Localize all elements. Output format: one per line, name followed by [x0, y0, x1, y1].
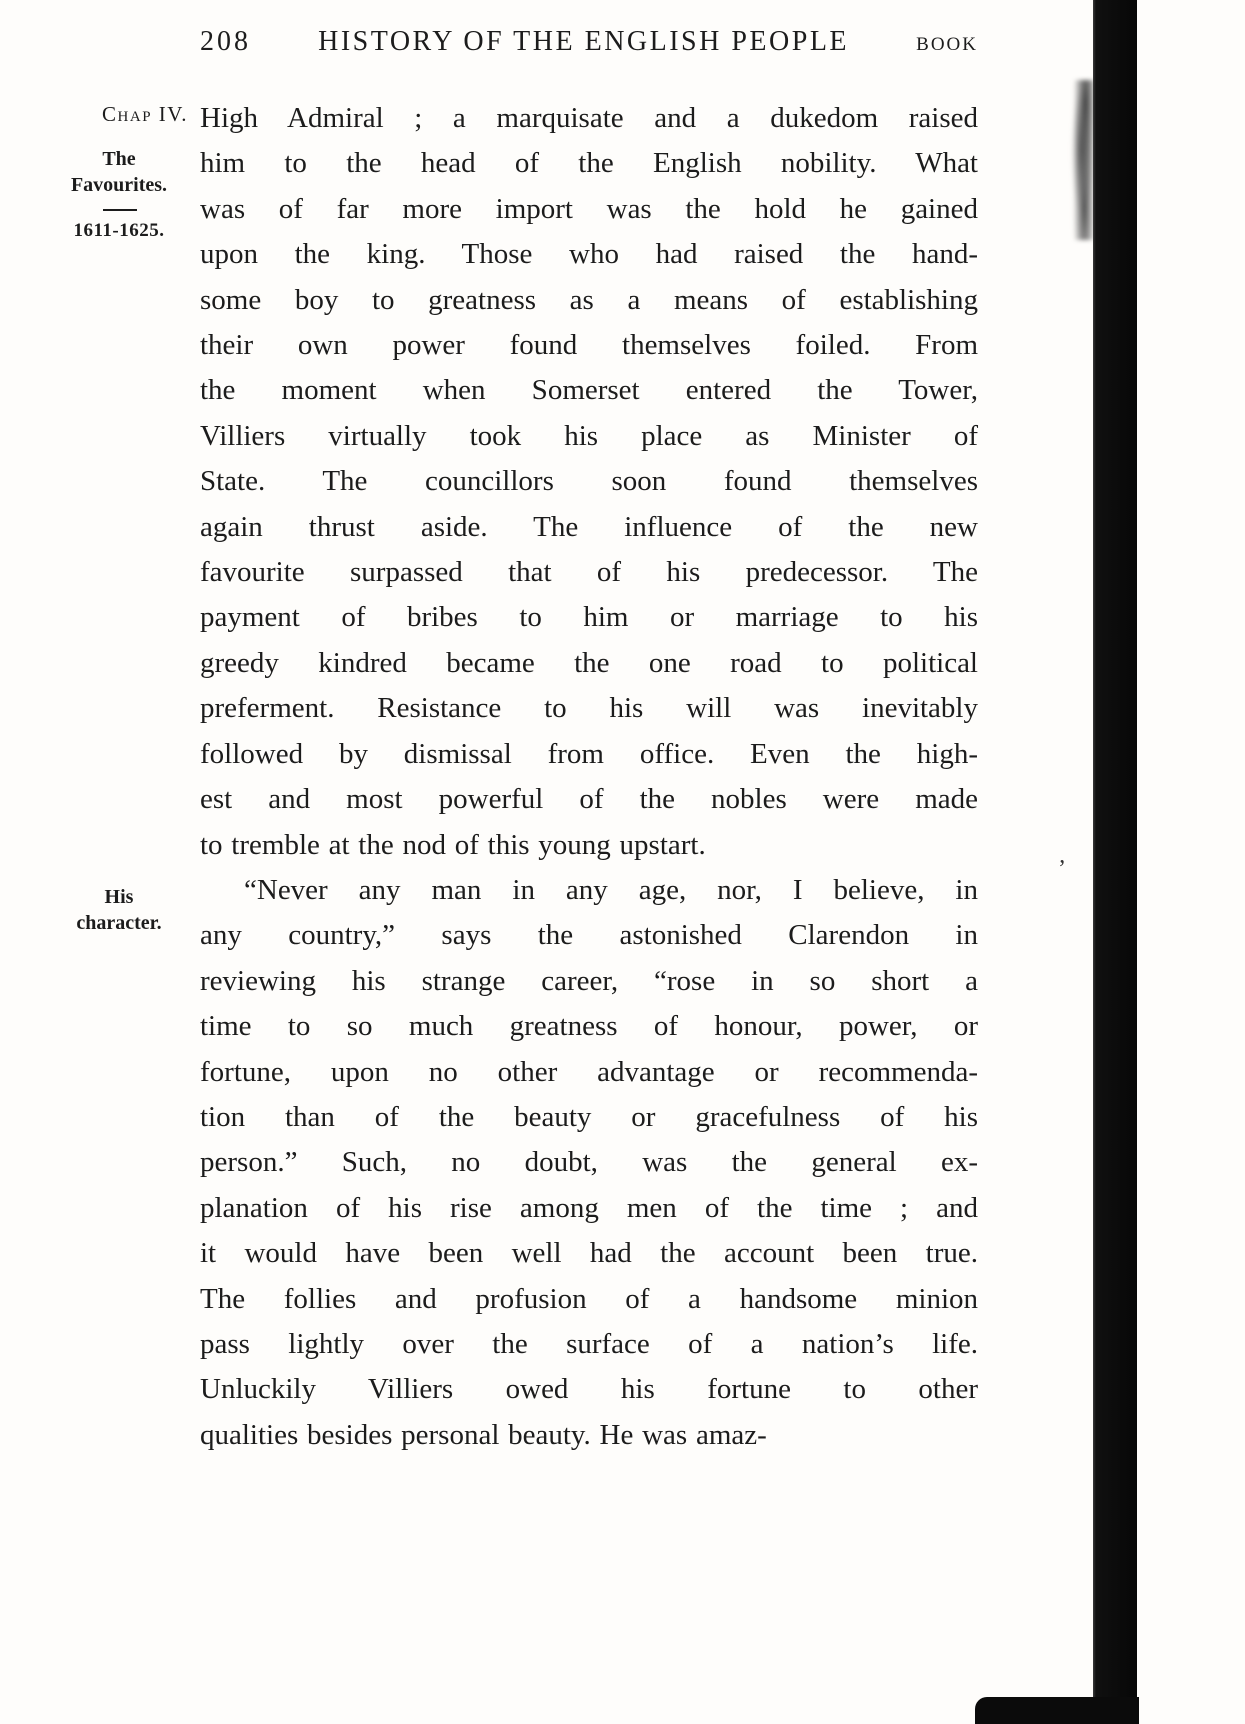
- text-line: preferment. Resistance to his will was inevitably: [200, 692, 978, 725]
- text-line: upon the king. Those who had raised the hand-: [200, 238, 978, 271]
- text-line: Villiers virtually took his place as Minister of: [200, 419, 978, 452]
- text-line: to tremble at the nod of this young upstart.: [200, 828, 706, 861]
- paragraph: [200, 868, 978, 1458]
- scan-bottom-ink-mark: [975, 1697, 1139, 1724]
- text-line: the moment when Somerset entered the Tower,: [200, 374, 978, 407]
- text-line: est and most powerful of the nobles were made: [200, 783, 978, 816]
- text-line: him to the head of the English nobility. What: [200, 147, 978, 180]
- text-line: some boy to greatness as a means of establishing: [200, 283, 978, 316]
- text-line: payment of bribes to him or marriage to his: [200, 601, 978, 634]
- text-line: High Admiral ; a marquisate and a dukedom raised: [200, 102, 978, 134]
- scan-stray-mark: ’: [1058, 856, 1066, 882]
- margin-rule-divider: [103, 209, 137, 211]
- margin-note-line: The: [102, 148, 136, 170]
- running-header: [200, 26, 978, 58]
- text-line: it would have been well had the account been true.: [200, 1237, 978, 1270]
- text-line: pass lightly over the surface of a nation’s life.: [200, 1327, 978, 1360]
- text-line: tion than of the beauty or gracefulness of his: [200, 1100, 978, 1133]
- margin-note-line: Favourites.: [70, 174, 168, 196]
- page-number: 208: [200, 26, 251, 57]
- text-line: planation of his rise among men of the time ; and: [200, 1191, 978, 1224]
- text-line: followed by dismissal from office. Even the high-: [200, 737, 978, 770]
- paragraph: [200, 96, 978, 868]
- margin-note-favourites: [48, 146, 190, 198]
- text-line: was of far more import was the hold he gained: [200, 192, 978, 225]
- text-line: fortune, upon no other advantage or recommenda-: [200, 1055, 978, 1088]
- scan-gutter-shadow-bar: [1093, 0, 1137, 1724]
- margin-note-chapter: Chap IV.: [102, 102, 188, 126]
- text-line: reviewing his strange career, “rose in so short a: [200, 964, 978, 997]
- text-line: their own power found themselves foiled. From: [200, 329, 978, 362]
- text-line: greedy kindred became the one road to political: [200, 646, 978, 679]
- body-text: [200, 96, 978, 1458]
- text-line: Unluckily Villiers owed his fortune to other: [200, 1373, 978, 1406]
- text-line: person.” Such, no doubt, was the general ex-: [200, 1146, 978, 1179]
- scan-noise-smudge: [1070, 80, 1094, 240]
- text-line: again thrust aside. The influence of the new: [200, 510, 978, 543]
- margin-note-dates: 1611-1625.: [73, 220, 165, 241]
- text-line: any country,” says the astonished Clarendon in: [200, 919, 978, 952]
- text-line: qualities besides personal beauty. He was amaz-: [200, 1418, 767, 1451]
- margin-note-line: His: [104, 886, 134, 908]
- text-line: “Never any man in any age, nor, I believe, in: [244, 873, 978, 906]
- text-line: time to so much greatness of honour, power, or: [200, 1010, 978, 1043]
- text-line: favourite surpassed that of his predecessor. The: [200, 556, 978, 589]
- margin-note-character: [48, 884, 190, 936]
- text-line: The follies and profusion of a handsome minion: [200, 1282, 978, 1315]
- margin-note-line: character.: [76, 912, 162, 934]
- text-line: State. The councillors soon found themselves: [200, 465, 978, 498]
- running-title: HISTORY OF THE ENGLISH PEOPLE: [318, 26, 850, 57]
- book-label: BOOK: [916, 34, 978, 55]
